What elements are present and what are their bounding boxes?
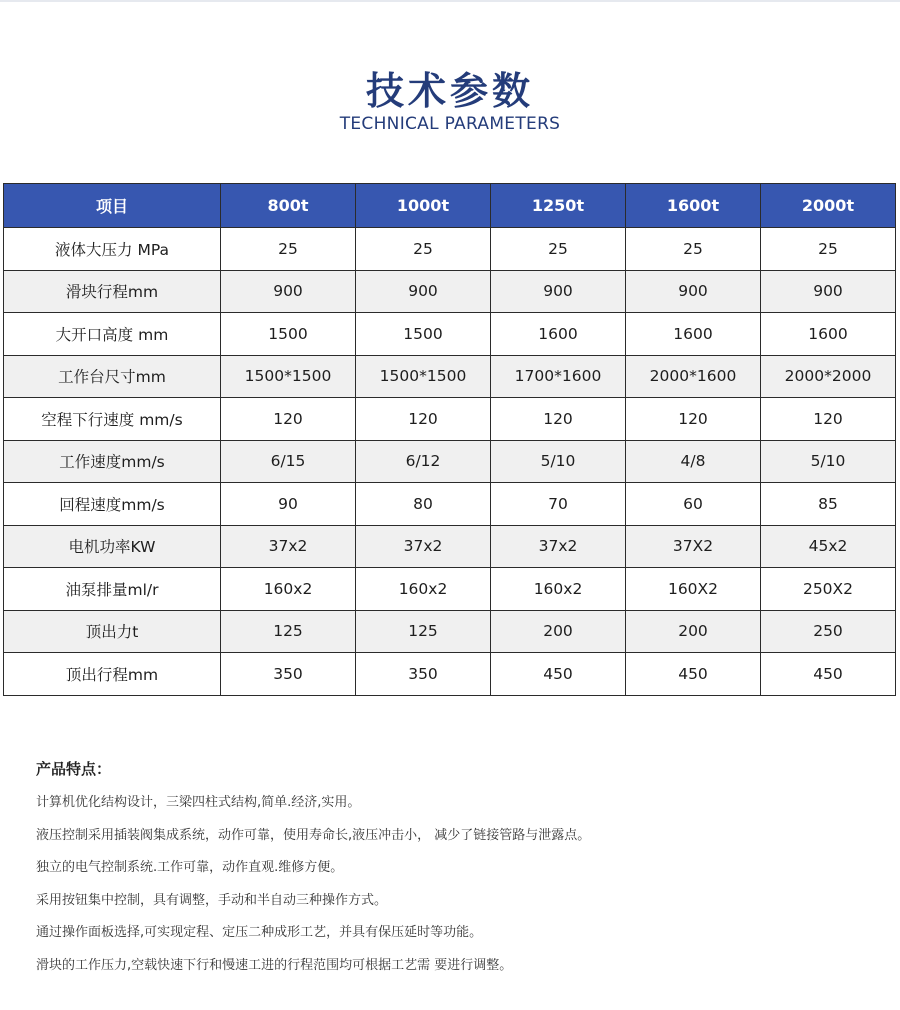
table-cell: 900 xyxy=(221,270,356,313)
row-label: 滑块行程mm xyxy=(4,270,221,313)
top-divider xyxy=(0,0,900,2)
table-cell: 160x2 xyxy=(221,568,356,611)
table-row xyxy=(4,270,896,313)
table-cell: 125 xyxy=(221,610,356,653)
table-cell: 250 xyxy=(761,610,896,653)
table-cell: 900 xyxy=(761,270,896,313)
table-row xyxy=(4,483,896,526)
product-features xyxy=(36,758,876,988)
page-title: 技术参数 xyxy=(365,69,534,113)
table-cell: 120 xyxy=(491,398,626,441)
feature-item: 滑块的工作压力,空载快速下行和慢速工进的行程范围均可根据工艺需 要进行调整。 xyxy=(36,957,513,973)
table-cell: 25 xyxy=(491,228,626,271)
table-cell: 450 xyxy=(626,653,761,696)
header-1600t: 1600t xyxy=(626,184,761,228)
table-cell: 200 xyxy=(626,610,761,653)
header-2000t: 2000t xyxy=(761,184,896,228)
table-cell: 160X2 xyxy=(626,568,761,611)
table-cell: 120 xyxy=(761,398,896,441)
table-row xyxy=(4,653,896,696)
table-cell: 45x2 xyxy=(761,525,896,568)
table-cell: 25 xyxy=(356,228,491,271)
table-cell: 250X2 xyxy=(761,568,896,611)
row-label: 工作速度mm/s xyxy=(4,440,221,483)
row-label: 油泵排量ml/r xyxy=(4,568,221,611)
table-cell: 37x2 xyxy=(491,525,626,568)
table-cell: 125 xyxy=(356,610,491,653)
table-cell: 1700*1600 xyxy=(491,355,626,398)
table-cell: 4/8 xyxy=(626,440,761,483)
table-row xyxy=(4,228,896,271)
table-cell: 1500 xyxy=(356,313,491,356)
table-cell: 6/15 xyxy=(221,440,356,483)
table-cell: 160x2 xyxy=(356,568,491,611)
table-cell: 37X2 xyxy=(626,525,761,568)
table-cell: 25 xyxy=(221,228,356,271)
row-label: 顶出行程mm xyxy=(4,653,221,696)
table-cell: 350 xyxy=(356,653,491,696)
table-cell: 25 xyxy=(761,228,896,271)
row-label: 液体大压力 MPa xyxy=(4,228,221,271)
row-label: 电机功率KW xyxy=(4,525,221,568)
features-title: 产品特点： xyxy=(36,760,112,778)
table-cell: 450 xyxy=(761,653,896,696)
feature-item: 独立的电气控制系统.工作可靠，动作直观.维修方便。 xyxy=(36,860,344,875)
table-cell: 2000*1600 xyxy=(626,355,761,398)
table-cell: 1500*1500 xyxy=(221,355,356,398)
row-label: 工作台尺寸mm xyxy=(4,355,221,398)
header-item: 项目 xyxy=(4,184,221,228)
table-cell: 2000*2000 xyxy=(761,355,896,398)
table-cell: 120 xyxy=(356,398,491,441)
feature-item: 计算机优化结构设计，三梁四柱式结构,简单.经济,实用。 xyxy=(36,795,361,810)
table-cell: 120 xyxy=(626,398,761,441)
row-label: 回程速度mm/s xyxy=(4,483,221,526)
table-header-row xyxy=(4,184,896,228)
parameters-table xyxy=(3,183,896,696)
feature-item: 采用按钮集中控制，具有调整，手动和半自动三种操作方式。 xyxy=(36,892,388,908)
page-subtitle: TECHNICAL PARAMETERS xyxy=(339,114,561,134)
table-cell: 80 xyxy=(356,483,491,526)
feature-item: 液压控制采用插装阀集成系统，动作可靠，使用寿命长,液压冲击小， 减少了链接管路与泄露点。 xyxy=(36,827,591,843)
table-cell: 160x2 xyxy=(491,568,626,611)
table-cell: 450 xyxy=(491,653,626,696)
table-cell: 90 xyxy=(221,483,356,526)
table-cell: 6/12 xyxy=(356,440,491,483)
table-cell: 37x2 xyxy=(221,525,356,568)
table-row xyxy=(4,440,896,483)
table-cell: 1600 xyxy=(491,313,626,356)
table-cell: 25 xyxy=(626,228,761,271)
table-cell: 37x2 xyxy=(356,525,491,568)
table-cell: 5/10 xyxy=(761,440,896,483)
table-row xyxy=(4,313,896,356)
row-label: 空程下行速度 mm/s xyxy=(4,398,221,441)
row-label: 大开口高度 mm xyxy=(4,313,221,356)
table-cell: 60 xyxy=(626,483,761,526)
table-cell: 900 xyxy=(356,270,491,313)
table-row xyxy=(4,525,896,568)
table-cell: 1500 xyxy=(221,313,356,356)
table-cell: 120 xyxy=(221,398,356,441)
table-cell: 85 xyxy=(761,483,896,526)
table-row xyxy=(4,355,896,398)
table-cell: 5/10 xyxy=(491,440,626,483)
table-cell: 1500*1500 xyxy=(356,355,491,398)
row-label: 顶出力t xyxy=(4,610,221,653)
table-cell: 350 xyxy=(221,653,356,696)
table-cell: 70 xyxy=(491,483,626,526)
table-cell: 900 xyxy=(626,270,761,313)
table-row xyxy=(4,398,896,441)
table-cell: 1600 xyxy=(761,313,896,356)
header-1000t: 1000t xyxy=(356,184,491,228)
table-cell: 1600 xyxy=(626,313,761,356)
table-cell: 200 xyxy=(491,610,626,653)
table-row xyxy=(4,568,896,611)
header-800t: 800t xyxy=(221,184,356,228)
table-cell: 900 xyxy=(491,270,626,313)
header-1250t: 1250t xyxy=(491,184,626,228)
feature-item: 通过操作面板选择,可实现定程、定压二种成形工艺，并具有保压延时等功能。 xyxy=(36,925,483,940)
table-row xyxy=(4,610,896,653)
